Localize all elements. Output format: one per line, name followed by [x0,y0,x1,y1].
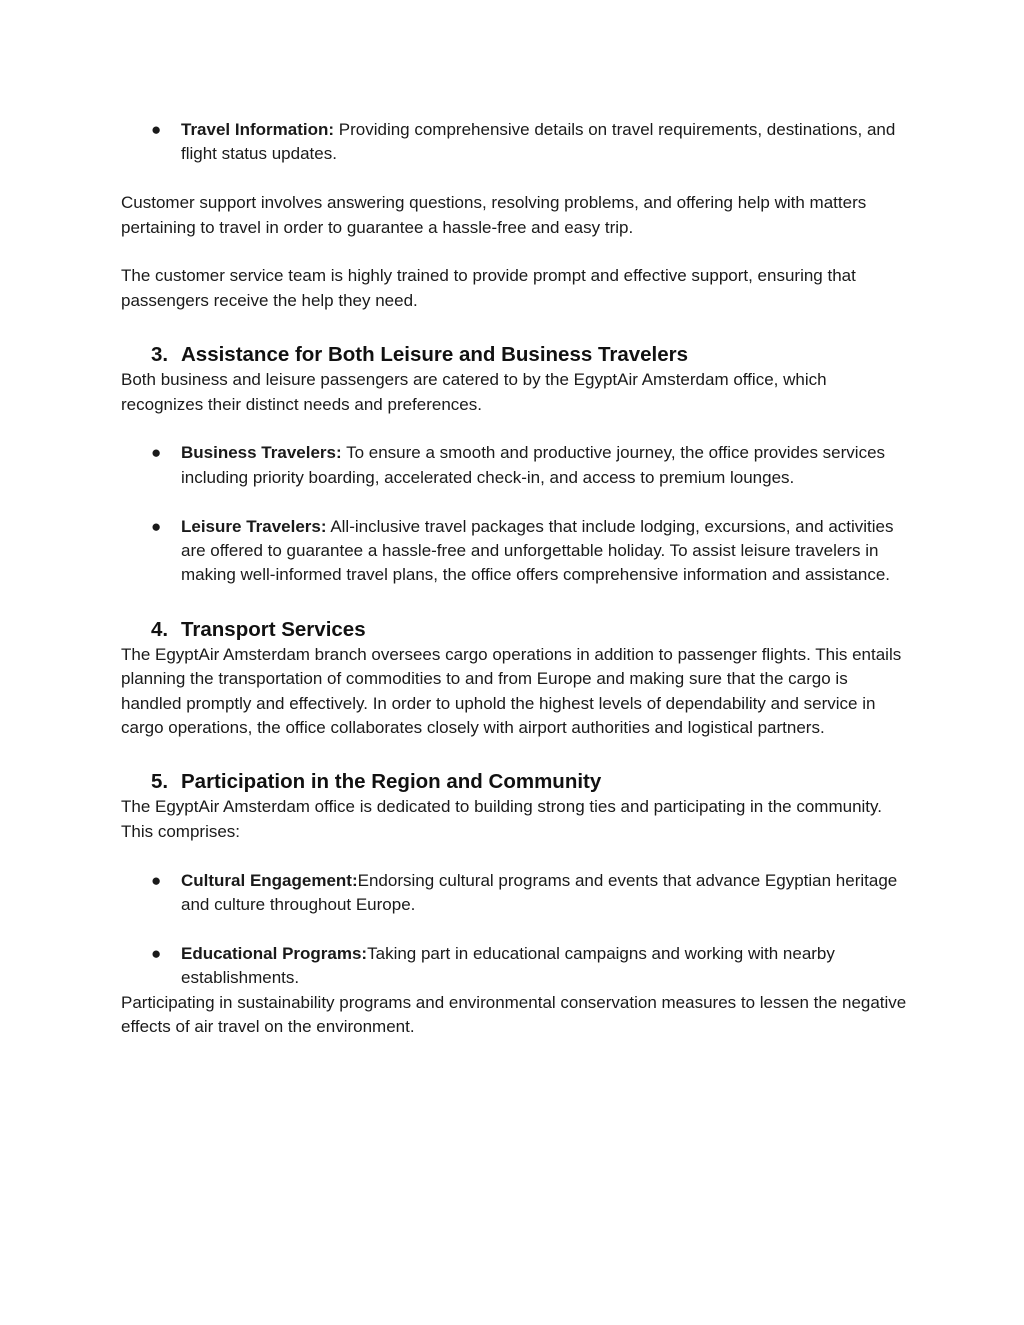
section-5-closing: Participating in sustainability programs and environmental conservation measures to lessen the negative effects of air travel on the environment. [121,992,907,1037]
section-5-bullet-list [121,869,911,991]
paragraph-customer-support: Customer support involves answering questions, resolving problems, and offering help with matters pertaining to travel in order to guarantee a hassle-free and easy trip. [121,193,867,237]
bullet-label: Leisure Travelers: [181,516,327,536]
bullet-text: Taking part in educational campaigns and working with nearby establishments. [181,943,835,988]
section-number: 5. [151,770,169,794]
section-title: Assistance for Both Leisure and Business Travelers [181,343,688,367]
section-number: 3. [151,343,169,367]
intro-bullet-list [121,118,911,167]
bullet-label: Business Travelers: [181,443,342,463]
bullet-business-travelers [121,441,911,490]
bullet-educational-programs [121,942,911,991]
bullet-leisure-travelers [121,515,911,588]
section-3-heading [121,342,911,368]
bullet-icon: ● [151,120,162,139]
section-4-body: The EgyptAir Amsterdam branch oversees cargo operations in addition to passenger flights. This entails planning the transportation of commodities to and from Europe and making sure that the cargo is handled promptly and effectively. In order to uphold the highest levels of dependability and service in cargo operations, the office collaborates closely with airport authorities and logistical partners. [121,644,902,738]
bullet-icon: ● [151,443,162,463]
paragraph-customer-service-team: The customer service team is highly trained to provide prompt and effective support, ensuring that passengers receive the help they need. [121,266,856,310]
bullet-text: All-inclusive travel packages that include lodging, excursions, and activities are offered to guarantee a hassle-free and unforgettable holiday. To assist leisure travelers in making well-informed travel plans, the office offers comprehensive information and assistance. [181,516,894,585]
bullet-icon: ● [151,943,162,963]
section-3-intro: Both business and leisure passengers are catered to by the EgyptAir Amsterdam office, which recognizes their distinct needs and preferences. [121,370,827,414]
section-5-intro: The EgyptAir Amsterdam office is dedicated to building strong ties and participating in the community. This comprises: [121,797,882,841]
section-number: 4. [151,617,169,641]
bullet-text: To ensure a smooth and productive journey, the office provides services including priority boarding, accelerated check-in, and access to premium lounges. [181,443,886,487]
bullet-label: Educational Programs: [181,943,368,963]
section-4-heading [121,617,911,643]
section-title: Participation in the Region and Community [181,770,602,794]
section-5-heading [121,769,911,795]
section-3-bullet-list [121,441,911,587]
bullet-cultural-engagement [121,869,911,918]
document-page [121,118,911,1040]
bullet-label: Travel Information: [181,120,335,139]
bullet-icon: ● [151,870,162,890]
bullet-travel-information [121,118,911,167]
bullet-label: Cultural Engagement: [181,870,358,890]
bullet-text: Providing comprehensive details on travel requirements, destinations, and flight status updates. [181,120,896,164]
bullet-icon: ● [151,516,162,536]
bullet-text: Endorsing cultural programs and events that advance Egyptian heritage and culture throughout Europe. [181,870,898,915]
section-title: Transport Services [181,617,366,641]
